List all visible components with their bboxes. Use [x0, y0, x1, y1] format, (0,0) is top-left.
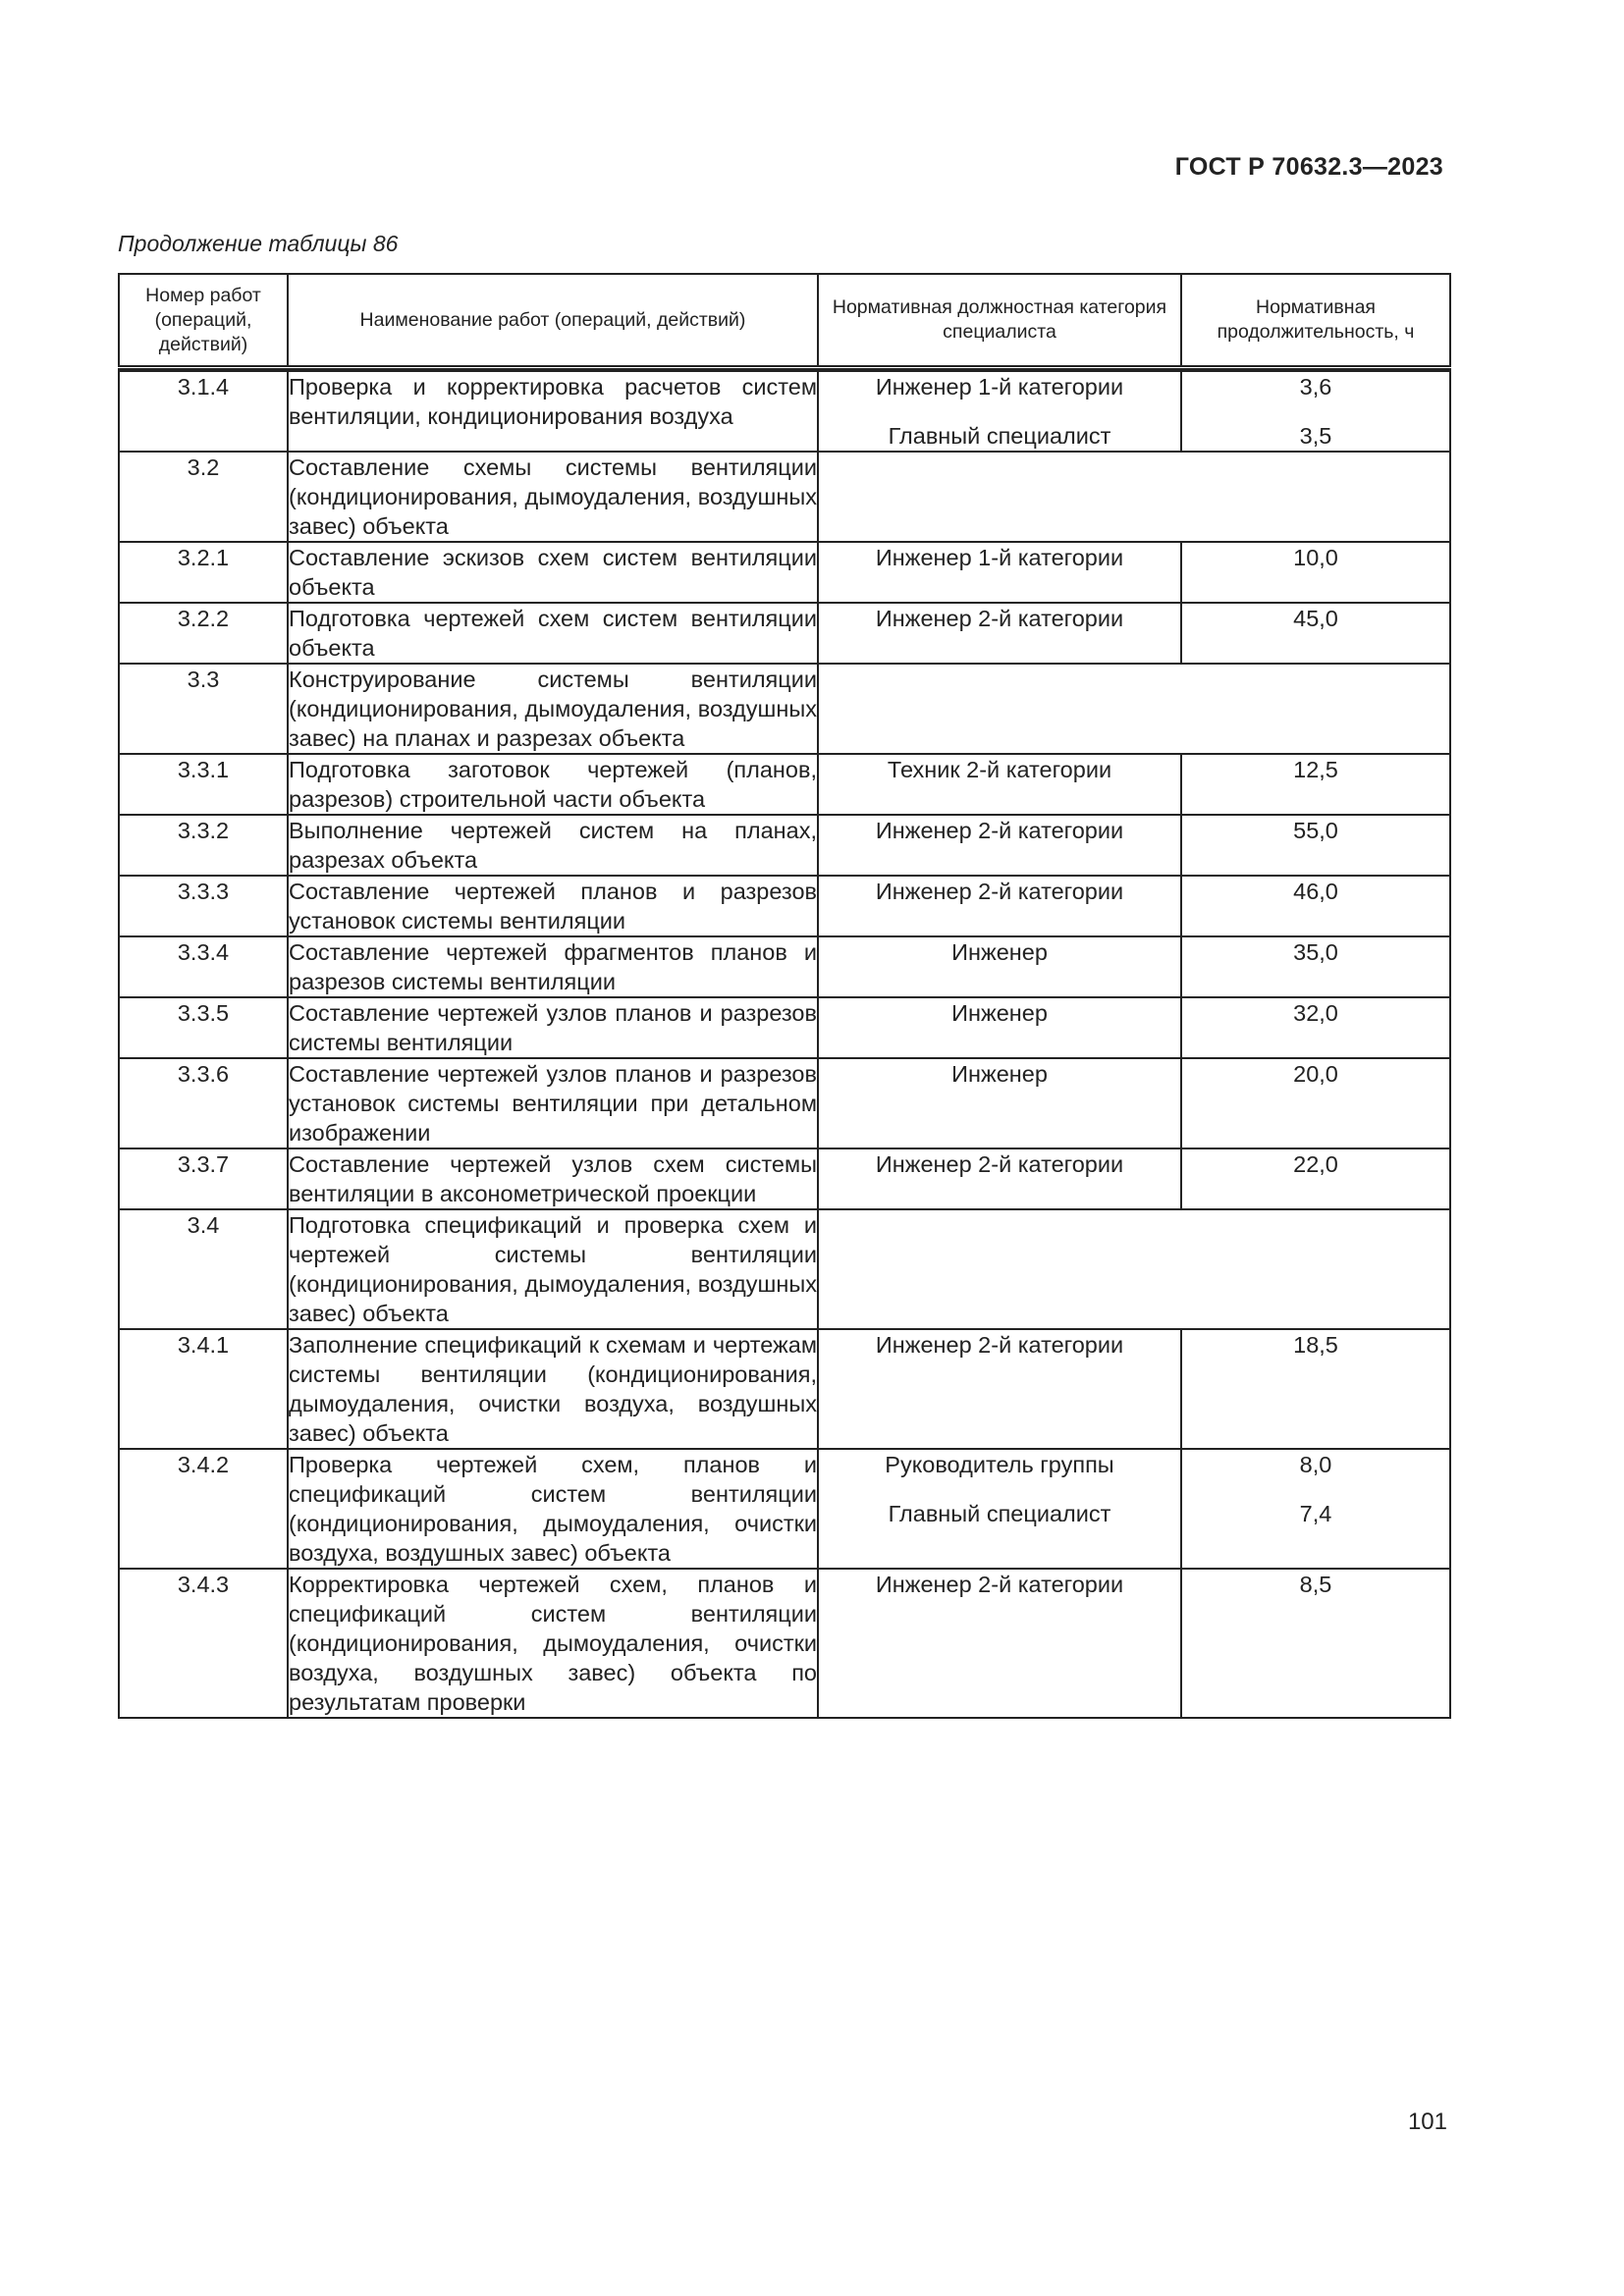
table-header-row [119, 274, 1450, 368]
row-duration: 8,5 [1181, 1569, 1450, 1718]
table-row [119, 603, 1450, 664]
row-work-name: Составление чертежей фрагментов планов и разрезов системы вентиляции [288, 936, 818, 997]
row-category: Техник 2-й категории [818, 754, 1181, 815]
row-duration: 35,0 [1181, 936, 1450, 997]
row-number: 3.3.1 [119, 754, 288, 815]
col-header-category: Нормативная должностная категория специалиста [818, 274, 1181, 368]
standard-code: ГОСТ Р 70632.3—2023 [1174, 153, 1443, 181]
row-work-name: Составление чертежей узлов планов и разрезов установок системы вентиляции при детальном изображении [288, 1058, 818, 1148]
row-category [818, 1449, 1181, 1569]
row-category: Инженер 2-й категории [818, 815, 1181, 876]
row-duration: 46,0 [1181, 876, 1450, 936]
row-duration [1181, 371, 1450, 452]
row-number: 3.3 [119, 664, 288, 754]
row-empty-cell [818, 1209, 1450, 1329]
row-number: 3.3.7 [119, 1148, 288, 1209]
row-number: 3.3.3 [119, 876, 288, 936]
table-row [119, 371, 1450, 452]
row-category: Инженер 2-й категории [818, 1569, 1181, 1718]
col-header-number: Номер работ (операций, действий) [119, 274, 288, 368]
row-work-name: Подготовка спецификаций и проверка схем и чертежей системы вентиляции (кондиционирования, дымоудаления, воздушных завес) объекта [288, 1209, 818, 1329]
row-work-name: Составление эскизов схем систем вентиляции объекта [288, 542, 818, 603]
row-category: Инженер [818, 1058, 1181, 1148]
row-empty-cell [818, 664, 1450, 754]
row-duration: 20,0 [1181, 1058, 1450, 1148]
row-number: 3.3.2 [119, 815, 288, 876]
row-work-name: Составление чертежей планов и разрезов установок системы вентиляции [288, 876, 818, 936]
row-work-name: Заполнение спецификаций к схемам и чертежам системы вентиляции (кондиционирования, дымоудаления, очистки воздуха, воздушных завес) объекта [288, 1329, 818, 1449]
row-category: Инженер 2-й категории [818, 603, 1181, 664]
table-row [119, 1209, 1450, 1329]
category-line: Главный специалист [888, 423, 1111, 449]
row-duration: 12,5 [1181, 754, 1450, 815]
row-work-name: Выполнение чертежей систем на планах, разрезах объекта [288, 815, 818, 876]
duration-line: 8,0 [1299, 1452, 1332, 1477]
table-row [119, 542, 1450, 603]
duration-line: 7,4 [1299, 1501, 1332, 1526]
row-work-name: Составление чертежей узлов планов и разрезов системы вентиляции [288, 997, 818, 1058]
row-duration: 18,5 [1181, 1329, 1450, 1449]
col-header-name: Наименование работ (операций, действий) [288, 274, 818, 368]
table-row [119, 815, 1450, 876]
table-row [119, 754, 1450, 815]
row-category [818, 371, 1181, 452]
row-category: Инженер 2-й категории [818, 876, 1181, 936]
row-number: 3.2 [119, 452, 288, 542]
category-line: Главный специалист [888, 1501, 1111, 1526]
row-work-name: Подготовка заготовок чертежей (планов, разрезов) строительной части объекта [288, 754, 818, 815]
row-category: Инженер 2-й категории [818, 1329, 1181, 1449]
table-row [119, 1058, 1450, 1148]
row-work-name: Проверка чертежей схем, планов и спецификаций систем вентиляции (кондиционирования, дымоудаления, очистки воздуха, воздушных завес) объекта [288, 1449, 818, 1569]
row-number: 3.3.5 [119, 997, 288, 1058]
row-number: 3.1.4 [119, 371, 288, 452]
row-duration [1181, 1449, 1450, 1569]
row-category: Инженер [818, 936, 1181, 997]
col-header-duration: Нормативная продолжительность, ч [1181, 274, 1450, 368]
row-number: 3.4 [119, 1209, 288, 1329]
row-duration: 32,0 [1181, 997, 1450, 1058]
row-work-name: Конструирование системы вентиляции (кондиционирования, дымоудаления, воздушных завес) на планах и разрезах объекта [288, 664, 818, 754]
row-number: 3.2.1 [119, 542, 288, 603]
table-row [119, 1449, 1450, 1569]
row-work-name: Корректировка чертежей схем, планов и спецификаций систем вентиляции (кондиционирования, дымоудаления, очистки воздуха, воздушных завес) объекта по результатам проверки [288, 1569, 818, 1718]
table-caption: Продолжение таблицы 86 [118, 231, 399, 256]
norms-table [118, 273, 1451, 1719]
row-duration: 45,0 [1181, 603, 1450, 664]
row-category: Инженер 2-й категории [818, 1148, 1181, 1209]
row-work-name: Подготовка чертежей схем систем вентиляции объекта [288, 603, 818, 664]
row-work-name: Проверка и корректировка расчетов систем вентиляции, кондиционирования воздуха [288, 371, 818, 452]
table-row [119, 1148, 1450, 1209]
duration-line: 3,5 [1299, 423, 1332, 449]
row-number: 3.3.4 [119, 936, 288, 997]
category-line: Инженер 1-й категории [875, 374, 1124, 400]
table-row [119, 1329, 1450, 1449]
row-duration: 55,0 [1181, 815, 1450, 876]
table-row [119, 452, 1450, 542]
row-work-name: Составление схемы системы вентиляции (кондиционирования, дымоудаления, воздушных завес) объекта [288, 452, 818, 542]
table-row [119, 664, 1450, 754]
row-number: 3.4.3 [119, 1569, 288, 1718]
row-number: 3.4.1 [119, 1329, 288, 1449]
page-number: 101 [1407, 2109, 1447, 2135]
row-work-name: Составление чертежей узлов схем системы вентиляции в аксонометрической проекции [288, 1148, 818, 1209]
row-category: Инженер [818, 997, 1181, 1058]
row-number: 3.3.6 [119, 1058, 288, 1148]
row-category: Инженер 1-й категории [818, 542, 1181, 603]
table-row [119, 997, 1450, 1058]
table-row [119, 1569, 1450, 1718]
row-duration: 10,0 [1181, 542, 1450, 603]
row-empty-cell [818, 452, 1450, 542]
table-row [119, 876, 1450, 936]
table-row [119, 936, 1450, 997]
category-line: Руководитель группы [885, 1452, 1114, 1477]
duration-line: 3,6 [1299, 374, 1332, 400]
row-number: 3.2.2 [119, 603, 288, 664]
row-number: 3.4.2 [119, 1449, 288, 1569]
row-duration: 22,0 [1181, 1148, 1450, 1209]
